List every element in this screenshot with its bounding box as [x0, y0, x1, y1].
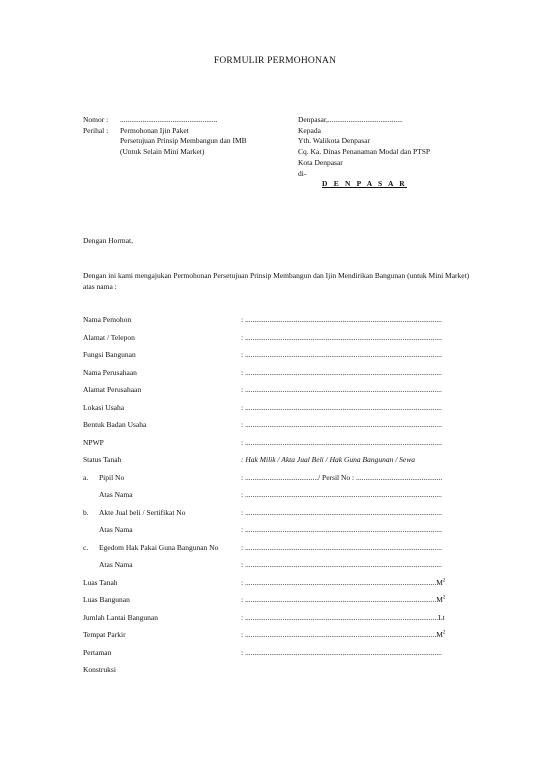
field-label: Status Tanah	[83, 455, 122, 464]
field-label: Alamat Perusahaan	[83, 385, 142, 394]
form-field-row	[83, 595, 473, 613]
field-value-blank[interactable]	[241, 315, 442, 324]
field-value-text: : .........................................................................................................	[241, 542, 442, 552]
sub-item-letter: b.	[83, 507, 89, 517]
field-label-cell	[83, 403, 241, 412]
field-value-text: : ......................................................................................................M	[241, 630, 443, 639]
form-field-row	[83, 315, 473, 333]
field-label: Atas Nama	[99, 560, 133, 569]
field-label-cell	[83, 455, 241, 464]
field-value-text: : .........................................................................................................	[241, 647, 442, 657]
field-value-text: : Hak Milik / Akta Jual Beli / Hak Guna Bangunan / Sewa	[241, 455, 415, 464]
field-label: Atas Nama	[99, 490, 133, 499]
form-field-row	[83, 385, 473, 403]
form-field-row	[83, 560, 473, 578]
field-label-cell	[83, 595, 241, 604]
field-value-blank[interactable]	[241, 630, 445, 639]
ref-row-number	[83, 115, 247, 126]
ref-row-subject-line2	[83, 136, 247, 147]
intro-paragraph: Dengan ini kami mengajukan Permohonan Persetujuan Prinsip Membangun dan Ijin Mendirikan Bangunan (untuk Mini Market) atas nama :	[83, 271, 470, 291]
field-value-text: : .........................................................................................................	[241, 490, 442, 499]
field-value-text: : .........................................................................................................	[241, 315, 442, 324]
field-value-text: : .........................................................................................................	[241, 420, 442, 429]
field-label: Luas Tanah	[83, 577, 118, 587]
recipient-line: di-	[298, 168, 307, 178]
field-value-blank[interactable]	[241, 333, 442, 342]
field-value-text: : .........................................................................................................	[241, 437, 442, 447]
field-label: Lokasi Usaha	[83, 402, 125, 412]
recipient-line: Kepada	[298, 125, 321, 135]
field-label-cell	[83, 525, 241, 534]
ref-value: ....................................................	[120, 115, 218, 124]
field-value-blank[interactable]	[241, 420, 442, 429]
unit-superscript: 2	[442, 578, 446, 583]
field-value-blank[interactable]	[241, 525, 442, 534]
field-value-text: : ......................................................................................................M	[241, 595, 443, 604]
form-field-row	[83, 665, 473, 683]
field-label-cell	[83, 665, 241, 674]
field-label-cell	[83, 543, 241, 552]
ref-label	[83, 147, 120, 158]
form-field-row	[83, 473, 473, 491]
field-label: Luas Bangunan	[83, 595, 130, 604]
form-field-row	[83, 455, 473, 473]
field-label: Tempat Parkir	[83, 630, 126, 639]
field-value-blank[interactable]	[241, 403, 442, 412]
field-value-blank[interactable]	[241, 490, 442, 499]
field-value-text: : .......................................................................................................Lt	[241, 612, 445, 622]
field-value-text: : .........................................................................................................	[241, 332, 442, 342]
form-field-row	[83, 438, 473, 456]
field-label-cell	[83, 333, 241, 342]
field-label: Konstruksi	[83, 665, 116, 674]
field-label: NPWP	[83, 437, 104, 447]
field-value-text: : .........................................................................................................	[241, 367, 442, 377]
form-field-row	[83, 613, 473, 631]
field-value-text: : .........................................................................................................	[241, 525, 442, 534]
form-field-row	[83, 630, 473, 648]
field-value-blank[interactable]	[241, 368, 442, 377]
field-label-cell	[83, 613, 241, 622]
field-value-blank[interactable]	[241, 578, 445, 587]
field-value-blank[interactable]	[241, 350, 442, 359]
ref-label	[83, 136, 120, 147]
field-label-cell	[83, 315, 241, 324]
recipient-city: D E N P A S A R	[322, 179, 407, 189]
recipient-line: Cq. Ka. Dinas Penanaman Modal dan PTSP	[298, 147, 431, 157]
field-value-blank[interactable]	[241, 455, 415, 464]
form-field-row	[83, 333, 473, 351]
field-label: Atas Nama	[99, 525, 133, 534]
field-value-blank[interactable]	[241, 543, 442, 552]
ref-row-subject	[83, 126, 247, 137]
field-label: Fungsi Bangunan	[83, 350, 136, 359]
field-value-blank[interactable]	[241, 560, 442, 569]
field-label: Akte Jual beli / Sertifikat No	[99, 507, 186, 517]
field-value-blank[interactable]	[241, 648, 442, 657]
field-label-cell	[83, 560, 241, 569]
field-label: Nama Perusahaan	[83, 367, 137, 377]
field-value-text: : .........................................................................................................	[241, 507, 442, 517]
form-field-row	[83, 525, 473, 543]
field-label: Nama Pemohon	[83, 315, 132, 324]
field-label-cell	[83, 438, 241, 447]
recipient-block	[298, 115, 430, 190]
recipient-line: Yth. Walikota Denpasar	[298, 136, 370, 146]
field-label: Jumlah Lantai Bangunan	[83, 612, 158, 622]
greeting: Dengan Hormat,	[83, 236, 133, 245]
unit-superscript: 2	[442, 595, 446, 601]
field-label: Pertaman	[83, 647, 112, 657]
field-value-text: : ......................................................................................................M	[241, 577, 443, 587]
sub-item-letter: a.	[83, 472, 89, 482]
letter-reference	[83, 115, 247, 158]
form-field-row	[83, 578, 473, 596]
sub-item-letter: c.	[83, 542, 89, 552]
form-title: FORMULIR PERMOHONAN	[213, 56, 337, 66]
form-field-row	[83, 350, 473, 368]
form-field-row	[83, 490, 473, 508]
field-value-blank[interactable]	[241, 613, 445, 622]
field-value-text: : .........................................................................................................	[241, 385, 442, 394]
field-value-blank[interactable]	[241, 508, 442, 517]
field-label-cell	[83, 350, 241, 359]
field-label-cell	[83, 578, 241, 587]
field-label-cell	[83, 648, 241, 657]
form-field-row	[83, 508, 473, 526]
field-label-cell	[83, 385, 241, 394]
unit-superscript: 2	[442, 630, 446, 636]
field-label: Egedom Hak Pakai Guna Bangunan No	[99, 542, 219, 552]
field-label: Alamat / Telepon	[83, 332, 135, 342]
field-value-blank[interactable]	[241, 595, 445, 604]
field-label-cell	[83, 508, 241, 517]
field-label-cell	[83, 420, 241, 429]
form-field-row	[83, 543, 473, 561]
form-field-row	[83, 648, 473, 666]
field-value-text: : .........................................................................................................	[241, 402, 442, 412]
field-value-blank[interactable]	[241, 473, 442, 482]
form-field-row	[83, 403, 473, 421]
field-value-text: : .........................................................................................................	[241, 350, 442, 359]
recipient-line: Kota Denpasar	[298, 157, 343, 167]
field-label-cell	[83, 473, 241, 482]
field-value-text: : ......................................./ Persil No : ..............................................	[241, 472, 443, 482]
field-label: Bentuk Badan Usaha	[83, 420, 147, 429]
ref-value: Permohonan Ijin Paket	[120, 125, 189, 135]
ref-label: Perihal :	[83, 125, 109, 135]
field-label-cell	[83, 490, 241, 499]
ref-value: (Untuk Selain Mini Market)	[120, 147, 205, 157]
place-date: Denpasar,........................................	[298, 115, 403, 124]
ref-value: Persetujuan Prinsip Membangun dan IMB	[120, 136, 247, 146]
field-value-blank[interactable]	[241, 438, 442, 447]
field-label-cell	[83, 630, 241, 639]
ref-label: Nomor :	[83, 115, 109, 124]
field-label: Pipil No	[99, 472, 125, 482]
ref-row-subject-line3	[83, 147, 247, 158]
field-value-text: : .........................................................................................................	[241, 560, 442, 569]
form-field-row	[83, 368, 473, 386]
field-value-blank[interactable]	[241, 385, 442, 394]
field-label-cell	[83, 368, 241, 377]
applicant-fields	[83, 315, 473, 683]
form-field-row	[83, 420, 473, 438]
